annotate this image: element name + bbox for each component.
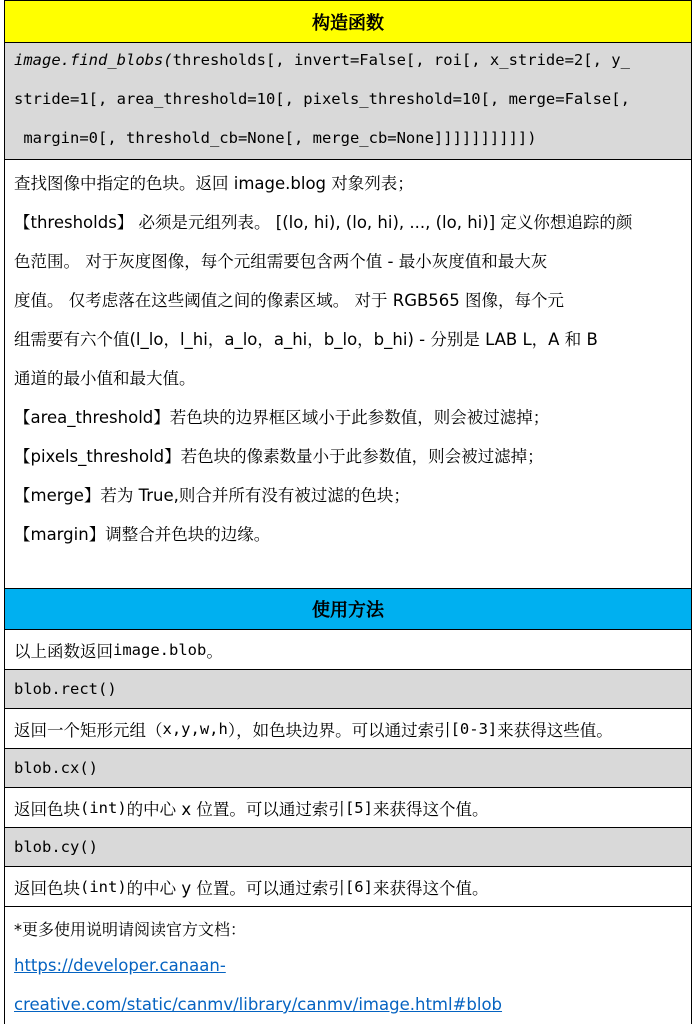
cx-desc-text: 的中心 x 位置。可以通过索引 [126,799,345,819]
cy-desc-code: (int) [80,877,127,896]
cy-desc-index: [6] [344,877,373,896]
method-rect [4,669,692,708]
more-info-text: *更多使用说明请阅读官方文档： [14,920,247,939]
method-cy-code: blob.cy() [14,838,98,856]
rect-desc-text: 返回一个矩形元组（ [14,720,163,740]
desc-line: 组需要有六个值(l_lo，l_hi，a_lo，a_hi，b_lo，b_hi) - 分别是 LAB L，A 和 B [14,330,598,349]
desc-line: 通道的最小值和最大值。 [14,369,196,388]
constructor-description [4,159,692,588]
more-info [4,906,692,1024]
method-rect-desc [4,708,692,748]
usage-header [4,588,692,629]
constructor-header-label: 构造函数 [312,12,384,34]
intro-text: 以上函数返回 [14,641,113,661]
desc-line: 【pixels_threshold】若色块的像素数量小于此参数值，则会被过滤掉； [14,447,544,466]
cx-desc-code: (int) [80,798,127,817]
desc-line: 【area_threshold】若色块的边界框区域小于此参数值，则会被过滤掉； [14,408,550,427]
signature-line-1: image.find_blobs(thresholds[, invert=False[, roi[, x_stride=2[, y_ [14,51,630,69]
intro-end: 。 [206,641,223,661]
method-cx-code: blob.cx() [14,759,98,777]
cy-desc-text: 的中心 y 位置。可以通过索引 [126,878,345,898]
method-cx-desc [4,787,692,827]
cx-desc-index: [5] [344,798,373,817]
desc-line: 【margin】调整合并色块的边缘。 [14,525,271,544]
rect-desc-text: ），如色块边界。可以通过索引 [227,720,451,740]
method-cy [4,827,692,866]
signature-line-2: stride=1[, area_threshold=10[, pixels_threshold=10[, merge=False[, [14,90,630,108]
cx-desc-text: 来获得这个值。 [372,799,489,819]
rect-desc-code: x,y,w,h [162,719,228,738]
desc-line: 【merge】若为 True,则合并所有没有被过滤的色块； [14,486,410,505]
desc-line: 度值。 仅考虑落在这些阈值之间的像素区域。 对于 RGB565 图像，每个元 [14,291,565,310]
cy-desc-text: 返回色块 [14,878,80,898]
function-signature [4,42,692,159]
intro-code: image.blob [113,640,207,659]
method-cy-desc [4,866,692,906]
docs-link-line-2[interactable]: creative.com/static/canmv/library/canmv/image.html#blob [14,995,503,1014]
usage-intro [4,629,692,669]
method-cx [4,748,692,787]
usage-header-label: 使用方法 [312,600,384,621]
desc-line: 色范围。 对于灰度图像，每个元组需要包含两个值 - 最小灰度值和最大灰 [14,252,548,271]
method-rect-code: blob.rect() [14,680,117,698]
cx-desc-text: 返回色块 [14,799,80,819]
rect-desc-text: 来获得这些值。 [497,720,613,740]
rect-desc-index: [0-3] [450,719,498,738]
desc-line: 【thresholds】 必须是元组列表。 [(lo, hi), (lo, hi), ..., (lo, hi)] 定义你想追踪的颜 [14,213,633,232]
cy-desc-text: 来获得这个值。 [372,878,489,898]
docs-link-line-1[interactable]: https://developer.canaan- [14,956,226,975]
desc-line: 查找图像中指定的色块。返回 image.blog 对象列表； [14,174,414,193]
constructor-header [4,0,692,42]
signature-line-3: margin=0[, threshold_cb=None[, merge_cb=None]]]]]]]]]]) [14,129,537,147]
